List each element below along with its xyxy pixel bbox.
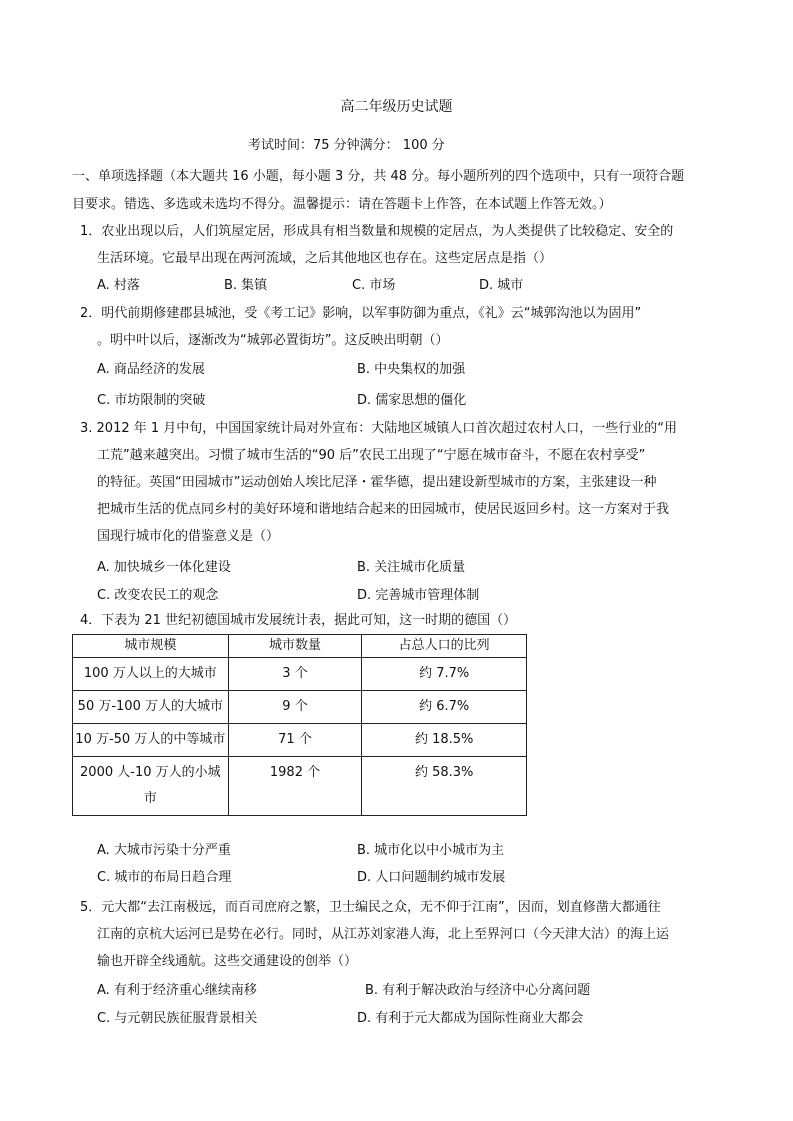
option-a: A. 商品经济的发展 (97, 362, 205, 377)
table-cell: 9 个 (228, 691, 362, 724)
table-header-row (73, 635, 527, 658)
question-text-line: 生活环境。它最早出现在两河流域，之后其他地区也存在。这些定居点是指（） (97, 251, 553, 266)
question-text-line: 2．明代前期修建郡县城池，受《考工记》影响，以军事防御为重点，《礼》云“城郭沟池以为固用” (80, 306, 642, 321)
option-c: C. 市场 (352, 278, 396, 293)
question-text-line: 江南的京杭大运河已是势在必行。同时，从江苏刘家港人海，北上至界河口（今天津大沽）的海上运 (97, 927, 670, 942)
question-text-line: 4．下表为 21 世纪初德国城市发展统计表，据此可知，这一时期的德国（） (80, 613, 517, 628)
table-cell: 约 7.7% (362, 658, 527, 691)
question-text-line: 输也开辟全线通航。这些交通建设的创举（） (97, 954, 358, 969)
table-cell: 3 个 (228, 658, 362, 691)
table-cell: 约 58.3% (362, 757, 527, 816)
table-cell: 约 6.7% (362, 691, 527, 724)
option-b: B. 集镇 (224, 278, 268, 293)
section-heading-line-2: 目要求。错选、多选或未选均不得分。温馨提示：请在答题卡上作答，在本试题上作答无效。） (72, 197, 612, 212)
question-text-line: 。明中叶以后，逐渐改为“城郭必置街坊”。这反映出明朝（） (97, 333, 449, 348)
option-c: C. 与元朝民族征服背景相关 (97, 1011, 258, 1026)
table-cell: 71 个 (228, 724, 362, 757)
table-cell: 2000 人-10 万人的小城市 (73, 757, 229, 816)
table-cell: 50 万-100 万人的大城市 (73, 691, 229, 724)
table-row (73, 658, 527, 691)
option-c: C. 改变农民工的观念 (97, 588, 219, 603)
question-text-line: 1．农业出现以后，人们筑屋定居，形成具有相当数量和规模的定居点，为人类提供了比较稳定、安全的 (80, 224, 674, 239)
page-title: 高二年级历史试题 (340, 99, 453, 115)
exam-time-line: 考试时间：75 分钟满分： 100 分 (248, 138, 445, 153)
table-header-cell: 城市规模 (73, 635, 229, 658)
germany-city-stats-table (72, 634, 527, 816)
question-text-line: 工荒”越来越突出。习惯了城市生活的“90 后”农民工出现了“宁愿在城市奋斗，不愿在农村享受” (97, 448, 646, 463)
option-d: D. 人口问题制约城市发展 (357, 870, 506, 885)
table-header-cell: 城市数量 (228, 635, 362, 658)
option-c: C. 城市的布局日趋合理 (97, 870, 232, 885)
question-text-line: 的特征。英国“田园城市”运动创始人埃比尼泽・霍华德，提出建设新型城市的方案，主张建设一种 (97, 475, 657, 490)
table-cell: 1982 个 (228, 757, 362, 816)
option-c: C. 市坊限制的突破 (97, 393, 206, 408)
option-d: D. 城市 (479, 278, 524, 293)
table-cell: 100 万人以上的大城市 (73, 658, 229, 691)
table-header-cell: 占总人口的比列 (362, 635, 527, 658)
option-d: D. 完善城市管理体制 (357, 588, 480, 603)
table-cell: 约 18.5% (362, 724, 527, 757)
option-a: A. 加快城乡一体化建设 (97, 560, 231, 575)
question-text-line: 3. 2012 年 1 月中旬，中国国家统计局对外宣布：大陆地区城镇人口首次超过农村人口，一些行业的“用 (80, 421, 678, 436)
table-cell: 10 万-50 万人的中等城市 (73, 724, 229, 757)
table-row (73, 757, 527, 816)
option-a: A. 大城市污染十分严重 (97, 843, 231, 858)
option-d: D. 儒家思想的僵化 (357, 393, 467, 408)
option-b: B. 城市化以中小城市为主 (357, 843, 505, 858)
question-text-line: 把城市生活的优点同乡村的美好环境和谐地结合起来的田园城市，使居民返回乡村。这一方案对于我 (97, 502, 670, 517)
option-b: B. 有利于解决政治与经济中心分离问题 (365, 983, 591, 998)
question-text-line: 国现行城市化的借鉴意义是（） (97, 529, 280, 544)
table-row (73, 691, 527, 724)
option-a: A. 有利于经济重心继续南移 (97, 983, 257, 998)
option-b: B. 关注城市化质量 (357, 560, 466, 575)
option-b: B. 中央集权的加强 (357, 362, 466, 377)
section-heading-line-1: 一、单项选择题（本大题共 16 小题，每小题 3 分，共 48 分。每小题所列的四个选项中，只有一项符合题 (72, 169, 685, 184)
option-a: A. 村落 (97, 278, 140, 293)
table-row (73, 724, 527, 757)
option-d: D. 有利于元大都成为国际性商业大都会 (357, 1011, 584, 1026)
question-text-line: 5．元大都“去江南极远，而百司庶府之繁，卫士编民之众，无不仰于江南”，因而，划直修凿大都通往 (80, 900, 661, 915)
